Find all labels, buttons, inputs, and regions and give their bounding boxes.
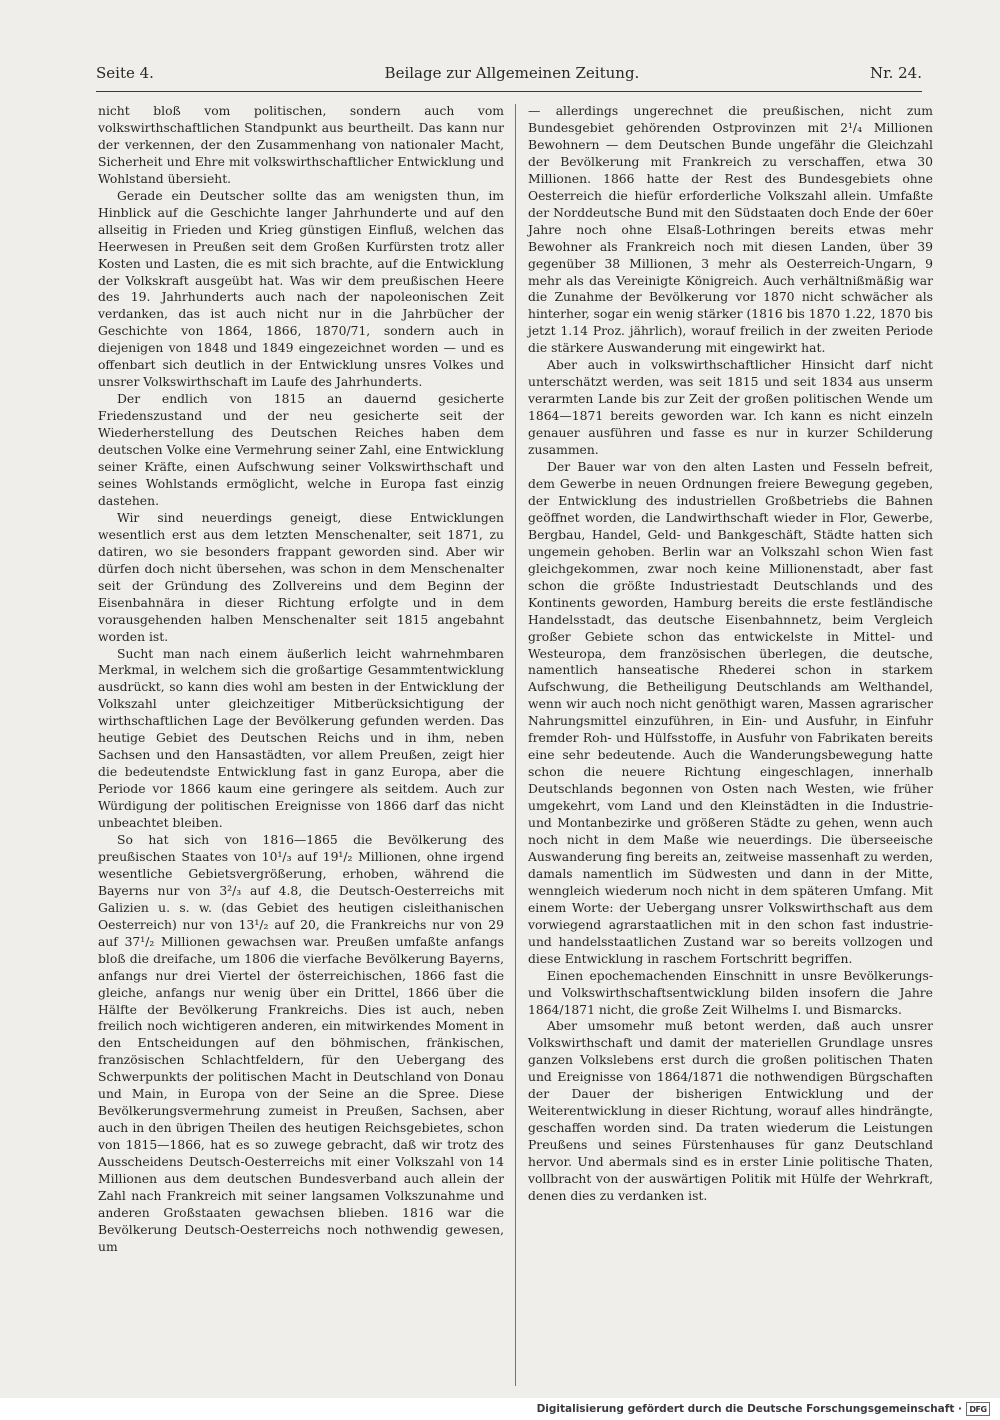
paragraph: Sucht man nach einem äußerlich leicht wahrnehmbaren Merkmal, in welchem sich die großartige Gesammtentwicklung ausdrückt, so kann dies wohl am besten in der Entwicklung der Volkszahl unter gleichzeitiger Mitberücksichtigung der wirthschaftlichen Lage der Bevölkerung gefunden werden. Das heutige Gebiet des Deutschen Reichs und in ihm, neben Sachsen und den Hansastädten, vor allem Preußen, zeigt hier die bedeutendste Entwicklung fast in ganz Europa, aber die Periode vor 1866 kaum eine geringere als seitdem. Auch zur Würdigung der politischen Ereignisse von 1866 darf das nicht unbeachtet bleiben. <box>98 646 504 831</box>
left-column <box>98 103 504 1256</box>
right-column <box>528 103 933 1205</box>
issue-number: Nr. 24. <box>869 64 922 82</box>
header-rule <box>96 91 922 92</box>
page-number: Seite 4. <box>96 64 154 82</box>
column-divider <box>515 104 516 1386</box>
paragraph: — allerdings ungerechnet die preußischen, nicht zum Bundesgebiet gehörenden Ostprovinzen mit 2¹/₄ Millionen Bewohnern — dem Deutschen Bunde ungefähr die Gleichzahl der Bevölkerung mit Frankreich zu verschaffen, etwa 30 Millionen. 1866 hatte der Rest des Bundesgebiets ohne Oesterreich die hiefür erforderliche Volkszahl allein. Umfaßte der Norddeutsche Bund mit den Südstaaten doch Ende der 60er Jahre noch ohne Elsaß-Lothringen bereits etwas mehr Bewohner als Frankreich noch mit diesen Landen, über 39 gegenüber 38 Millionen, 3 mehr als Oesterreich-Ungarn, 9 mehr als das Vereinigte Königreich. Auch verhältnißmäßig war die Zunahme der Bevölkerung vor 1870 nicht schwächer als hinterher, sogar ein wenig stärker (1816 bis 1870 1.22, 1870 bis jetzt 1.14 Proz. jährlich), worauf freilich in der zweiten Periode die stärkere Auswanderung mit eingewirkt hat. <box>528 104 933 356</box>
paragraph: Einen epochemachenden Einschnitt in unsre Bevölkerungs- und Volkswirthschaftsentwicklung bilden insofern die Jahre 1864/1871 nicht, die große Zeit Wilhelms I. und Bismarcks. <box>528 968 933 1017</box>
publication-title: Beilage zur Allgemeinen Zeitung. <box>384 64 640 82</box>
paragraph: Aber auch in volkswirthschaftlicher Hinsicht darf nicht unterschätzt werden, was seit 1815 und seit 1834 aus unserm verarmten Lande bis zur Zeit der großen politischen Wende um 1864—1871 bereits geworden war. Ich kann es nicht einzeln genauer ausführen und fasse es nur in kurzer Schilderung zusammen. <box>528 358 933 458</box>
page-header <box>96 64 922 86</box>
paragraph: Der Bauer war von den alten Lasten und Fesseln befreit, dem Gewerbe in neuen Ordnungen freiere Bewegung gegeben, der Entwicklung des industriellen Großbetriebs die Bahnen geöffnet worden, die Landwirthschaft wieder in Flor, Gewerbe, Bergbau, Handel, Geld- und Bankgeschäft, Städte hatten sich ungemein gehoben. Berlin war an Volkszahl schon Wien fast gleichgekommen, zwar noch keine Millionenstadt, aber fast schon die größte Industriestadt Deutschlands und des Kontinents geworden, Hamburg bereits die erste festländische Handelsstadt, das deutsche Eisenbahnnetz, beim Vergleich großer Gebiete schon das entwickelste in Mittel- und Westeuropa, dem französischen überlegen, die deutsche, namentlich hanseatische Rhederei schon in starkem Aufschwung, die Betheiligung Deutschlands am Welthandel, wenn wir auch noch nicht genöthigt waren, Massen agrarischer Nahrungsmittel einzuführen, in Ein- und Ausfuhr, in Einfuhr fremder Roh- und Hülfsstoffe, in Ausfuhr von Fabrikaten bereits eine sehr bedeutende. Auch die Wanderungsbewegung hatte schon die neuere Richtung eingeschlagen, innerhalb Deutschlands begonnen von Osten nach Westen, wie früher umgekehrt, vom Land und den Kleinstädten in die Industrie- und Montanbezirke und größeren Städte zu gehen, wenn auch noch nicht in dem Maße wie neuerdings. Die überseeische Auswanderung fing bereits an, zeitweise massenhaft zu werden, damals namentlich im Südwesten und dann in der Mitte, wenngleich wiederum noch nicht in dem späteren Umfang. Mit einem Worte: der Uebergang unsrer Volkswirthschaft aus dem vorwiegend agrarstaatlichen mit in den schon fast industrie- und handelsstaatlichen Zustand war so bereits vollzogen und diese Entwicklung in raschem Fortschritt begriffen. <box>528 460 933 966</box>
paragraph: So hat sich von 1816—1865 die Bevölkerung des preußischen Staates von 10¹/₃ auf 19¹/₂ Millionen, ohne irgend wesentliche Gebietsvergrößerung, erhoben, während die Bayerns nur von 3²/₃ auf 4.8, die Deutsch-Oesterreichs mit Galizien u. s. w. (das Gebiet des heutigen cisleithanischen Oesterreich) nur von 13¹/₂ auf 20, die Frankreichs nur von 29 auf 37¹/₂ Millionen gewachsen war. Preußen umfaßte anfangs bloß die dreifache, um 1806 die vierfache Bevölkerung Bayerns, anfangs nur drei Viertel der österreichischen, 1866 fast die gleiche, anfangs nur wenig über ein Drittel, 1866 über die Hälfte der Bevölkerung Frankreichs. Dies ist auch, neben freilich noch wichtigeren anderen, ein mitwirkendes Moment in den Entscheidungen auf den böhmischen, fränkischen, französischen Schlachtfeldern, für den Uebergang des Schwerpunkts der politischen Macht in Deutschland von Donau und Main, in Europa von der Seine an die Spree. Diese Bevölkerungsvermehrung zumeist in Preußen, Sachsen, aber auch in den übrigen Theilen des heutigen Reichsgebietes, schon von 1815—1866, hat es so zuwege gebracht, daß wir trotz des Ausscheidens Deutsch-Oesterreichs mit einer Volkszahl von 14 Millionen aus dem deutschen Bundesverband auch allein der Zahl nach Frankreich mit seiner langsamen Volkszunahme und anderen Großstaaten gewachsen blieben. 1816 war die Bevölkerung Deutsch-Oesterreichs noch nothwendig gewesen, um <box>98 832 504 1254</box>
paragraph: Gerade ein Deutscher sollte das am wenigsten thun, im Hinblick auf die Geschichte langer Jahrhunderte und auf den allseitig in Frieden und Krieg günstigen Einfluß, welchen das Heerwesen in Preußen seit dem Großen Kurfürsten trotz aller Kosten und Lasten, die es mit sich brachte, auf die Entwicklung der Volkskraft ausgeübt hat. Was wir dem preußischen Heere des 19. Jahrhunderts auch nach der napoleonischen Zeit verdanken, das ist auch nicht nur in die Jahrbücher der Geschichte von 1864, 1866, 1870/71, sondern auch in diejenigen von 1848 und 1849 eingezeichnet worden — und es offenbart sich deutlich in der Entwicklung unsres Volkes und unsrer Volkswirthschaft im Laufe des Jahrhunderts. <box>98 188 504 390</box>
paragraph: nicht bloß vom politischen, sondern auch vom volkswirthschaftlichen Standpunkt aus beurtheilt. Das kann nur der verkennen, der den Zusammenhang von nationaler Macht, Sicherheit und Ehre mit volkswirthschaftlicher Entwicklung und Wohlstand übersieht. <box>98 104 504 186</box>
dfg-logo-icon: DFG <box>966 1402 990 1416</box>
funding-credit: Digitalisierung gefördert durch die Deutsche Forschungsgemeinschaft · <box>536 1403 962 1415</box>
paragraph: Der endlich von 1815 an dauernd gesicherte Friedenszustand und der neu gesicherte seit der Wiederherstellung des Deutschen Reiches haben dem deutschen Volke eine Vermehrung seiner Zahl, eine Entwicklung seiner Kräfte, einen Aufschwung seiner Volkswirthschaft und seines Wohlstands ermöglicht, welche in Europa fast einzig dastehen. <box>98 392 504 508</box>
digitization-footer <box>0 1398 1000 1420</box>
paragraph: Aber umsomehr muß betont werden, daß auch unsrer Volkswirthschaft und damit der materiellen Grundlage unsres ganzen Volkslebens erst durch die großen politischen Thaten und Ereignisse von 1864/1871 die nothwendigen Bürgschaften der Dauer der bisherigen Entwicklung und der Weiterentwicklung in dieser Richtung, worauf alles hindrängte, geschaffen worden sind. Da traten wiederum die Leistungen Preußens und seines Fürstenhauses für ganz Deutschland hervor. Und abermals sind es in erster Linie politische Thaten, vollbracht von der auswärtigen Politik mit Hülfe der Wehrkraft, denen dies zu verdanken ist. <box>528 1019 933 1203</box>
paragraph: Wir sind neuerdings geneigt, diese Entwicklungen wesentlich erst aus dem letzten Menschenalter, seit 1871, zu datiren, wo sie besonders frappant geworden sind. Aber wir dürfen doch nicht übersehen, was schon in dem Menschenalter seit der Gründung des Zollvereins und dem Beginn der Eisenbahnära in dieser Richtung erfolgte und in dem vorausgehenden halben Menschenalter seit 1815 angebahnt worden ist. <box>98 510 504 644</box>
